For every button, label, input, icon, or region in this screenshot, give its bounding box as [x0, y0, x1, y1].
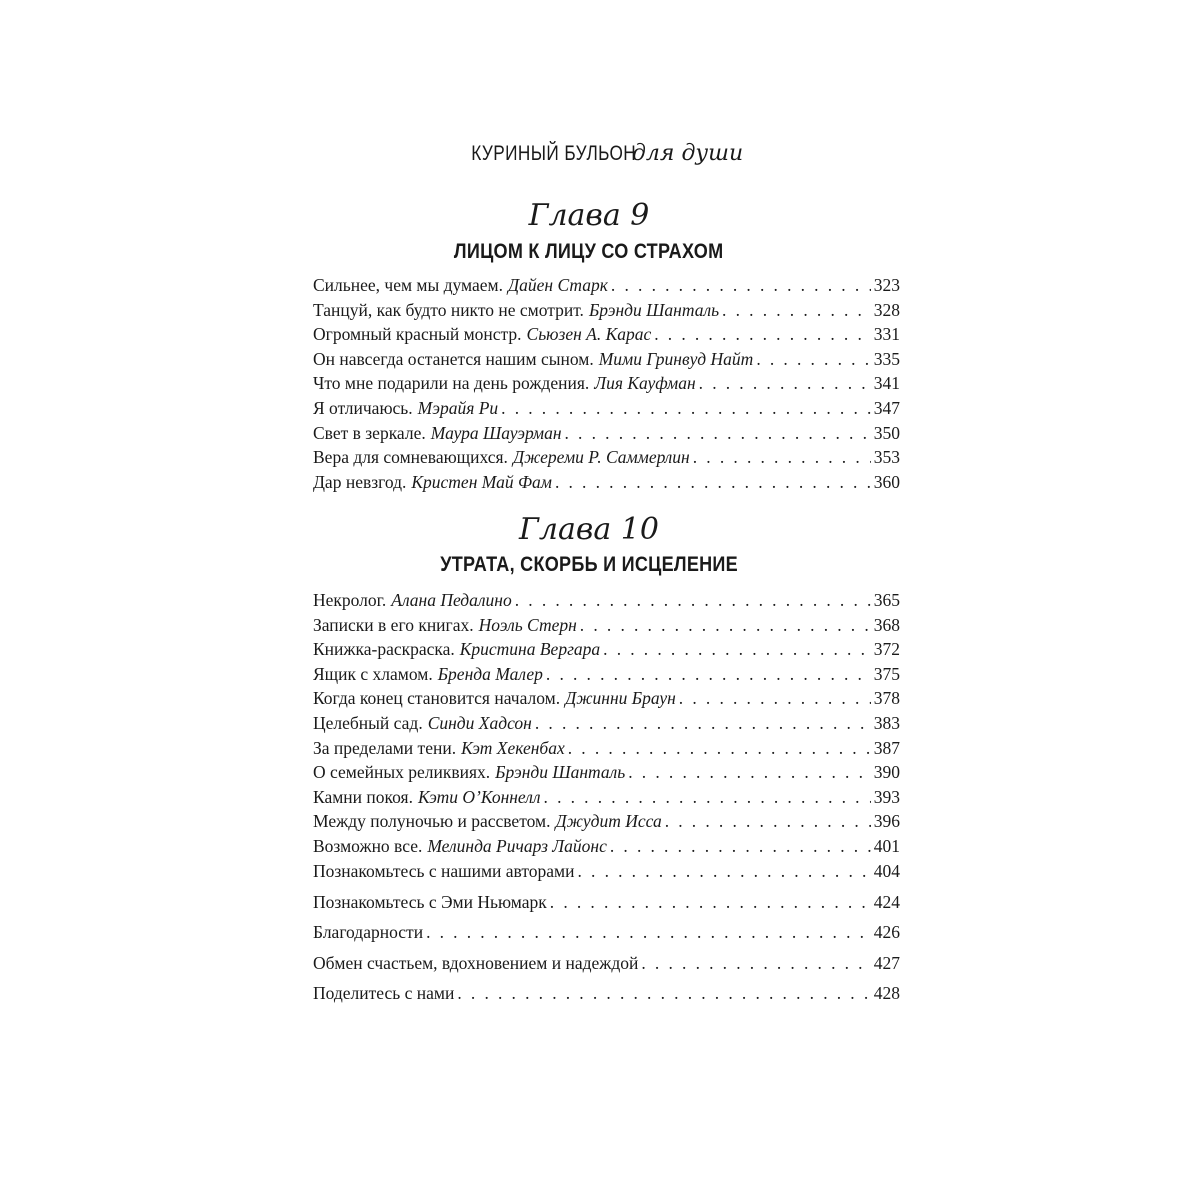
dot-leader — [568, 738, 871, 759]
entry-title: За пределами тени. — [313, 737, 457, 758]
entry-page: 426 — [873, 922, 900, 942]
entry-page: 401 — [873, 835, 900, 856]
entry-author: Лия Кауфман — [594, 373, 696, 394]
entry-author: Синди Хадсон — [427, 712, 532, 733]
entry-author: Мэрайя Ри — [417, 397, 499, 418]
toc-entry[interactable] — [313, 664, 900, 689]
chapter-10-title: Глава 10 — [519, 512, 659, 547]
chapter-9-toc — [313, 275, 900, 496]
dot-leader — [555, 472, 871, 493]
chapter-10-subtitle: УТРАТА, СКОРБЬ И ИСЦЕЛЕНИЕ — [440, 553, 738, 576]
dot-leader — [756, 349, 870, 370]
entry-author: Джереми Р. Саммерлин — [512, 447, 690, 468]
toc-entry[interactable] — [313, 983, 900, 1014]
entry-title: Вера для сомневающихся. — [313, 447, 508, 468]
dot-leader — [641, 953, 870, 974]
toc-entry[interactable] — [313, 398, 900, 423]
dot-leader — [654, 324, 871, 345]
running-header — [0, 141, 1178, 166]
toc-entry[interactable] — [313, 349, 900, 374]
entry-page: 347 — [873, 397, 900, 418]
entry-author: Ноэль Стерн — [478, 614, 577, 635]
toc-entry[interactable] — [313, 953, 900, 984]
chapter-9-title: Глава 9 — [528, 198, 650, 233]
dot-leader — [544, 787, 871, 808]
chapter-10-toc — [313, 590, 900, 861]
entry-author: Кэти О’Коннелл — [417, 786, 541, 807]
entry-author: Маура Шауэрман — [430, 422, 562, 443]
dot-leader — [699, 373, 871, 394]
dot-leader — [722, 300, 871, 321]
dot-leader — [693, 447, 871, 468]
chapter-9-subtitle: ЛИЦОМ К ЛИЦУ СО СТРАХОМ — [454, 240, 724, 263]
toc-entry[interactable] — [313, 447, 900, 472]
toc-entry[interactable] — [313, 836, 900, 861]
entry-page: 383 — [873, 712, 900, 733]
entry-author: Бренда Малер — [437, 663, 543, 684]
entry-page: 390 — [873, 762, 900, 783]
toc-entry[interactable] — [313, 373, 900, 398]
dot-leader — [580, 615, 871, 636]
entry-title: Дар невзгод. — [313, 471, 407, 492]
entry-page: 424 — [873, 891, 900, 912]
entry-title: Между полуночью и рассветом. — [313, 811, 551, 832]
dot-leader — [515, 590, 871, 611]
toc-entry[interactable] — [313, 892, 900, 923]
entry-page: 331 — [873, 324, 900, 345]
toc-entry[interactable] — [313, 861, 900, 892]
toc-entry[interactable] — [313, 275, 900, 300]
entry-title: Познакомьтесь с нашими авторами — [313, 861, 575, 881]
toc-entry[interactable] — [313, 738, 900, 763]
dot-leader — [535, 713, 871, 734]
book-title-script: для души — [631, 141, 744, 166]
dot-leader — [628, 762, 871, 783]
dot-leader — [550, 892, 871, 913]
entry-title: О семейных реликвиях. — [313, 762, 491, 783]
entry-author: Кэт Хекенбах — [461, 737, 565, 758]
entry-title: Камни покоя. — [313, 786, 413, 807]
entry-page: 328 — [873, 299, 900, 320]
dot-leader — [565, 423, 871, 444]
dot-leader — [577, 861, 870, 882]
dot-leader — [603, 639, 871, 660]
dot-leader — [610, 836, 871, 857]
entry-title: Сильнее, чем мы думаем. — [313, 275, 503, 295]
entry-title: Возможно все. — [313, 835, 423, 856]
toc-entry[interactable] — [313, 324, 900, 349]
entry-title: Поделитесь с нами — [313, 983, 455, 1003]
entry-page: 372 — [873, 639, 900, 660]
entry-page: 360 — [873, 471, 900, 492]
entry-title: Книжка-раскраска. — [313, 639, 455, 660]
toc-entry[interactable] — [313, 713, 900, 738]
entry-title: Записки в его книгах. — [313, 614, 474, 635]
dot-leader — [501, 398, 871, 419]
entry-title: Свет в зеркале. — [313, 422, 426, 443]
entry-page: 368 — [873, 614, 900, 635]
dot-leader — [546, 664, 871, 685]
entry-title: Благодарности — [313, 922, 424, 942]
entry-title: Танцуй, как будто никто не смотрит. — [313, 299, 584, 320]
entry-page: 365 — [873, 590, 900, 610]
entry-author: Кристен Май Фам — [411, 471, 552, 492]
dot-leader — [611, 275, 871, 296]
entry-page: 335 — [873, 348, 900, 369]
toc-entry[interactable] — [313, 639, 900, 664]
toc-entry[interactable] — [313, 922, 900, 953]
toc-entry[interactable] — [313, 688, 900, 713]
toc-entry[interactable] — [313, 811, 900, 836]
toc-entry[interactable] — [313, 590, 900, 615]
entry-page: 387 — [873, 737, 900, 758]
dot-leader — [457, 983, 870, 1004]
dot-leader — [426, 922, 871, 943]
toc-entry[interactable] — [313, 472, 900, 497]
entry-author: Мими Гринвуд Найт — [598, 348, 754, 369]
toc-entry[interactable] — [313, 300, 900, 325]
entry-page: 404 — [873, 861, 900, 881]
entry-author: Дайен Старк — [508, 275, 608, 295]
entry-page: 341 — [873, 373, 900, 394]
entry-page: 350 — [873, 422, 900, 443]
entry-page: 428 — [873, 983, 900, 1003]
entry-author: Джудит Исса — [555, 811, 662, 832]
toc-entry[interactable] — [313, 787, 900, 812]
entry-page: 353 — [873, 447, 900, 468]
entry-title: Некролог. — [313, 590, 387, 610]
entry-title: Ящик с хламом. — [313, 663, 433, 684]
book-title: КУРИНЫЙ БУЛЬОН — [471, 142, 636, 165]
entry-title: Что мне подарили на день рождения. — [313, 373, 590, 394]
entry-author: Брэнди Шанталь — [588, 299, 720, 320]
toc-entry[interactable] — [313, 423, 900, 448]
entry-page: 323 — [873, 275, 900, 295]
entry-title: Целебный сад. — [313, 712, 423, 733]
entry-page: 427 — [873, 952, 900, 973]
entry-title: Познакомьтесь с Эми Ньюмарк — [313, 891, 547, 912]
entry-author: Мелинда Ричарз Лайонс — [427, 835, 607, 856]
toc-entry[interactable] — [313, 762, 900, 787]
dot-leader — [679, 688, 871, 709]
entry-author: Кристина Вергара — [459, 639, 601, 660]
entry-title: Обмен счастьем, вдохновением и надеждой — [313, 952, 639, 973]
entry-author: Брэнди Шанталь — [495, 762, 626, 783]
entry-title: Он навсегда останется нашим сыном. — [313, 348, 594, 369]
entry-page: 378 — [873, 688, 900, 709]
entry-title: Я отличаюсь. — [313, 397, 413, 418]
toc-entry[interactable] — [313, 615, 900, 640]
entry-page: 396 — [873, 811, 900, 832]
entry-page: 393 — [873, 786, 900, 807]
entry-title: Когда конец становится началом. — [313, 688, 561, 709]
entry-author: Джинни Браун — [565, 688, 676, 709]
entry-page: 375 — [873, 663, 900, 684]
entry-author: Алана Педалино — [391, 590, 512, 610]
back-matter-toc — [313, 861, 900, 1014]
dot-leader — [665, 811, 871, 832]
entry-author: Сьюзен А. Карас — [526, 324, 652, 345]
entry-title: Огромный красный монстр. — [313, 324, 522, 345]
